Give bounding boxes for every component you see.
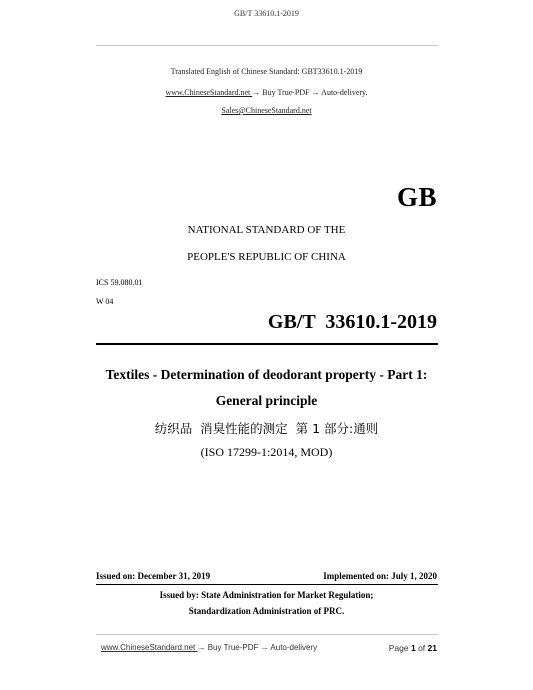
buy-pdf-text: Buy True-PDF <box>260 88 312 97</box>
header-divider <box>96 45 438 46</box>
footer-divider <box>96 634 438 635</box>
issued-date: Issued on: December 31, 2019 <box>96 571 211 581</box>
footer-site-link[interactable]: www.ChineseStandard.net <box>101 643 198 652</box>
page-total: 21 <box>427 643 437 653</box>
national-standard-line2: PEOPLE'S REPUBLIC OF CHINA <box>187 251 346 263</box>
standard-number: GB/T 33610.1-2019 <box>267 311 437 333</box>
arrow-right-icon: → <box>197 643 206 652</box>
footer-delivery-text: Auto-delivery <box>268 643 318 652</box>
issuing-authority-line1: Issued by: State Administration for Market Regulation; <box>159 590 374 600</box>
arrow-right-icon: → <box>311 88 320 97</box>
ics-code: ICS 59.080.01 <box>96 278 143 287</box>
title-english-line2: General principle <box>215 393 318 408</box>
page-of: of <box>415 643 428 653</box>
translation-note: Translated English of Chinese Standard: GBT33610.1-2019 <box>170 67 363 76</box>
title-divider <box>96 343 438 345</box>
title-chinese: 纺织品 消臭性能的测定 第 1 部分:通则 <box>154 421 379 436</box>
page-label: Page <box>388 643 411 653</box>
page-indicator <box>389 643 437 653</box>
issuing-authority-line2: Standardization Administration of PRC. <box>188 606 345 616</box>
footer-buy-text: Buy True-PDF <box>205 643 261 652</box>
footer-links <box>101 643 317 652</box>
promo-links <box>0 88 533 97</box>
running-header: GB/T 33610.1-2019 <box>234 9 299 18</box>
arrow-right-icon: → <box>260 643 269 652</box>
site-link[interactable]: www.ChineseStandard.net <box>165 88 253 97</box>
auto-delivery-text: Auto-delivery. <box>319 88 368 97</box>
arrow-right-icon: → <box>252 88 261 97</box>
title-english-line1: Textiles - Determination of deodorant property - Part 1: <box>105 367 428 382</box>
national-standard-line1: NATIONAL STANDARD OF THE <box>187 224 346 236</box>
iso-reference: (ISO 17299-1:2014, MOD) <box>200 445 333 459</box>
classification-code: W 04 <box>96 297 114 306</box>
implemented-date: Implemented on: July 1, 2020 <box>323 571 437 581</box>
dates-divider <box>96 584 438 585</box>
sales-email-link[interactable]: Sales@ChineseStandard.net <box>221 106 312 115</box>
gb-mark: GB <box>396 182 437 212</box>
sales-email-row <box>0 106 533 115</box>
page-current: 1 <box>410 643 416 653</box>
